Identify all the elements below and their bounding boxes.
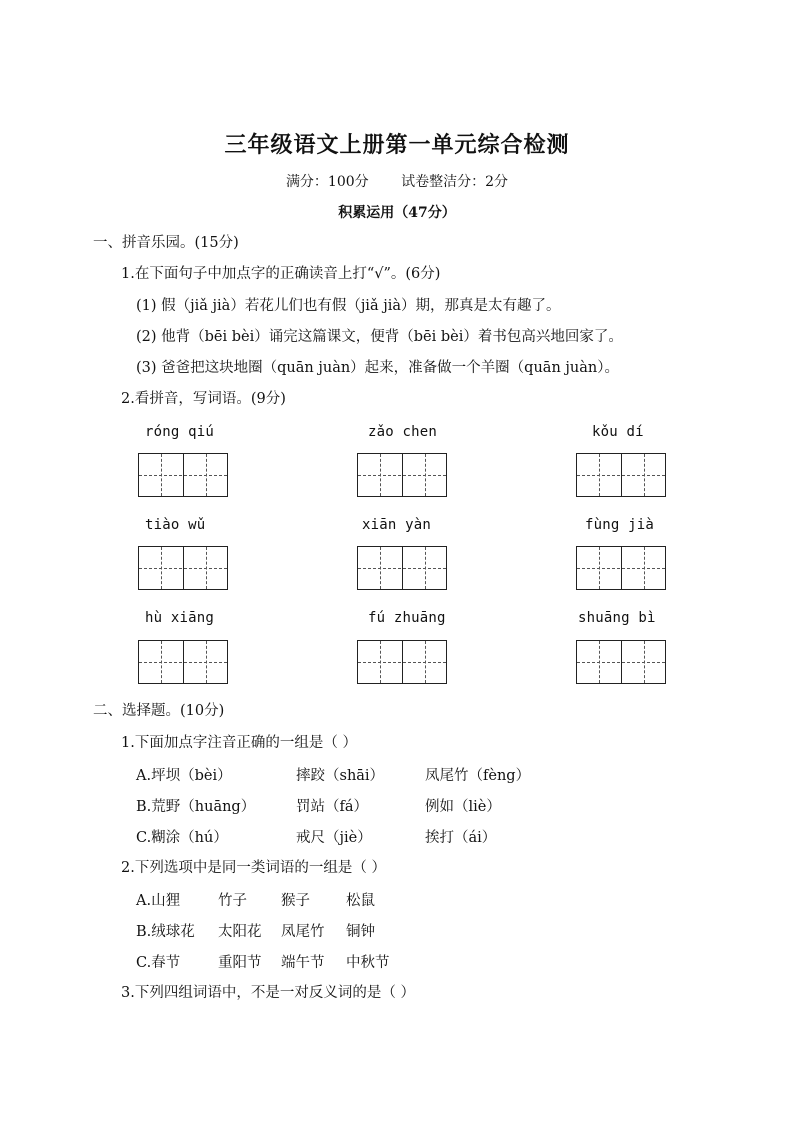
writing-grid[interactable] — [138, 640, 228, 684]
writing-grid[interactable] — [576, 453, 666, 497]
writing-grid[interactable] — [357, 453, 447, 497]
page-title: 三年级语文上册第一单元综合检测 — [224, 132, 570, 158]
option-item: A.山狸 — [136, 893, 181, 909]
pinyin-label: shuāng bì — [578, 610, 656, 626]
writing-grid[interactable] — [138, 453, 228, 497]
q1-sentence-3: (3) 爸爸把这块地圈（quān juàn）起来，准备做一个羊圈（quān juàn）。 — [136, 360, 619, 376]
option-item: 凤尾竹 — [281, 924, 325, 940]
option-item: 罚站（fá） — [296, 799, 369, 815]
option-item: 端午节 — [281, 955, 325, 971]
neatness-score: 试卷整洁分：2分 — [401, 174, 509, 190]
option-item: A.坪坝（bèi） — [136, 768, 232, 784]
pinyin-label: tiào wǔ — [145, 517, 206, 533]
option-item: 竹子 — [218, 893, 247, 909]
pinyin-label: róng qiú — [145, 424, 215, 440]
option-item: C.春节 — [136, 955, 181, 971]
option-item: B.绒球花 — [136, 924, 195, 940]
writing-grid[interactable] — [138, 546, 228, 590]
q2-sub3: 3.下列四组词语中，不是一对反义词的是（ ） — [121, 985, 415, 1001]
q2-heading: 二、选择题。(10分) — [93, 703, 225, 719]
pinyin-label: fùng jià — [585, 517, 655, 533]
q1-sub1: 1.在下面句子中加点字的正确读音上打“√”。(6分) — [121, 266, 441, 282]
option-item: 中秋节 — [346, 955, 390, 971]
option-item: 戒尺（jiè） — [296, 830, 372, 846]
option-item: 猴子 — [281, 893, 310, 909]
option-item: 摔跤（shāi） — [296, 768, 385, 784]
q1-sentence-1: (1) 假（jiǎ jià）若花儿们也有假（jiǎ jià）期，那真是太有趣了。 — [136, 298, 561, 314]
option-item: C.糊涂（hú） — [136, 830, 228, 846]
option-item: 太阳花 — [218, 924, 262, 940]
writing-grid[interactable] — [357, 640, 447, 684]
section-title: 积累运用（47分） — [338, 205, 456, 221]
pinyin-label: kǒu dí — [592, 424, 644, 440]
writing-grid[interactable] — [357, 546, 447, 590]
option-item: B.荒野（huāng） — [136, 799, 256, 815]
score-info — [0, 171, 794, 191]
option-item: 例如（liè） — [425, 799, 501, 815]
writing-grid[interactable] — [576, 546, 666, 590]
pinyin-label: hù xiāng — [145, 610, 215, 626]
pinyin-label: fú zhuāng — [368, 610, 446, 626]
q2-sub2: 2.下列选项中是同一类词语的一组是（ ） — [121, 860, 386, 876]
option-item: 重阳节 — [218, 955, 262, 971]
option-item: 松鼠 — [346, 893, 375, 909]
pinyin-label: zǎo chen — [368, 424, 438, 440]
pinyin-label: xiān yàn — [362, 517, 432, 533]
option-item: 挨打（ái） — [425, 830, 497, 846]
option-item: 凤尾竹（fèng） — [425, 768, 531, 784]
q1-sentence-2: (2) 他背（bēi bèi）诵完这篇课文，便背（bēi bèi）着书包高兴地回家了。 — [136, 329, 623, 345]
q1-heading: 一、拼音乐园。(15分) — [93, 235, 239, 251]
full-score: 满分：100分 — [285, 174, 369, 190]
q1-sub2: 2.看拼音，写词语。(9分) — [121, 391, 286, 407]
q2-sub1: 1.下面加点字注音正确的一组是（ ） — [121, 735, 357, 751]
option-item: 铜钟 — [346, 924, 375, 940]
writing-grid[interactable] — [576, 640, 666, 684]
